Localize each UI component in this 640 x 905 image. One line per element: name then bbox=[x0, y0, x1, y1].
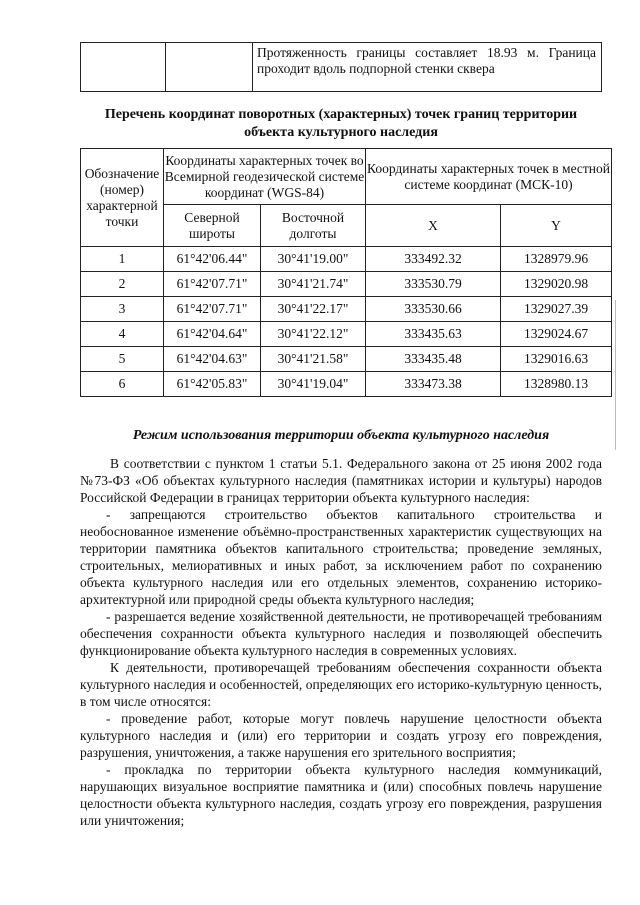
paragraph-permissions: - разрешается ведение хозяйственной деятельности, не противоречащей требованиям обеспечения сохранности объекта культурного наследия и позволяющей обеспечить функционирование объекта культурного наследия в современных условиях. bbox=[80, 609, 602, 658]
point-number: 2 bbox=[81, 272, 164, 297]
scan-edge-line bbox=[615, 300, 616, 450]
boundary-note: Протяженность границы составляет 18.93 м. Граница проходит вдоль подпорной стенки сквера bbox=[253, 43, 602, 92]
latitude-cell: 61°42'04.64" bbox=[164, 322, 261, 347]
x-cell: 333530.79 bbox=[366, 272, 501, 297]
point-number: 3 bbox=[81, 297, 164, 322]
header-y: Y bbox=[501, 205, 612, 247]
table-row bbox=[81, 372, 612, 397]
table-header-row bbox=[81, 149, 612, 205]
longitude-cell: 30°41'21.58" bbox=[261, 347, 366, 372]
latitude-cell: 61°42'07.71" bbox=[164, 297, 261, 322]
longitude-cell: 30°41'22.17" bbox=[261, 297, 366, 322]
coordinates-table bbox=[80, 148, 612, 397]
x-cell: 333435.48 bbox=[366, 347, 501, 372]
point-number: 5 bbox=[81, 347, 164, 372]
table-row bbox=[81, 322, 612, 347]
header-wgs84: Координаты характерных точек во Всемирной геодезической системе координат (WGS-84) bbox=[164, 149, 366, 205]
table-cell-empty bbox=[166, 43, 253, 92]
table-row bbox=[81, 272, 612, 297]
paragraph-prohibitions: - запрещаются строительство объектов капитального строительства и необоснованное изменение объёмно-пространственных характеристик существующих на территории памятника объектов капитального строительства; проведение земляных, строительных, мелиоративных и иных работ, за исключением работ по сохранению объекта культурного наследия или его отдельных элементов, сохранению историко-архитектурной или природной среды объекта культурного наследия; bbox=[80, 507, 602, 607]
longitude-cell: 30°41'22.12" bbox=[261, 322, 366, 347]
x-cell: 333473.38 bbox=[366, 372, 501, 397]
longitude-cell: 30°41'21.74" bbox=[261, 272, 366, 297]
paragraph-contrary-activities: К деятельности, противоречащей требованиям обеспечения сохранности объекта культурного наследия и особенностей, определяющих его историко-культурную ценность, в том числе относятся: bbox=[80, 660, 602, 709]
latitude-cell: 61°42'07.71" bbox=[164, 272, 261, 297]
y-cell: 1329016.63 bbox=[501, 347, 612, 372]
header-msk10: Координаты характерных точек в местной системе координат (МСК-10) bbox=[366, 149, 612, 205]
latitude-cell: 61°42'04.63" bbox=[164, 347, 261, 372]
longitude-cell: 30°41'19.00" bbox=[261, 247, 366, 272]
header-x: X bbox=[366, 205, 501, 247]
x-cell: 333435.63 bbox=[366, 322, 501, 347]
regime-heading: Режим использования территории объекта культурного наследия bbox=[132, 428, 550, 443]
y-cell: 1329020.98 bbox=[501, 272, 612, 297]
y-cell: 1329027.39 bbox=[501, 297, 612, 322]
y-cell: 1328980.13 bbox=[501, 372, 612, 397]
table-row bbox=[81, 43, 602, 92]
paragraph-intro: В соответствии с пунктом 1 статьи 5.1. Федерального закона от 25 июня 2002 года №73-ФЗ «Об объектах культурного наследия (памятниках истории и культуры) народов Российской Федерации в границах территории объекта культурного наследия: bbox=[80, 456, 602, 505]
table-row bbox=[81, 247, 612, 272]
table-row bbox=[81, 297, 612, 322]
table-row bbox=[81, 347, 612, 372]
paragraph-works: - проведение работ, которые могут повлечь нарушение целостности объекта культурного наследия и (или) его территории и создать угрозу его повреждения, разрушения, уничтожения, а также нарушения его зрительного восприятия; bbox=[80, 711, 602, 760]
latitude-cell: 61°42'06.44" bbox=[164, 247, 261, 272]
point-number: 6 bbox=[81, 372, 164, 397]
latitude-cell: 61°42'05.83" bbox=[164, 372, 261, 397]
x-cell: 333530.66 bbox=[366, 297, 501, 322]
y-cell: 1329024.67 bbox=[501, 322, 612, 347]
point-number: 4 bbox=[81, 322, 164, 347]
coordinates-heading: Перечень координат поворотных (характерных) точек границ территории объекта культурного наследия bbox=[104, 107, 578, 140]
table-cell-empty bbox=[81, 43, 166, 92]
header-latitude: Северной широты bbox=[164, 205, 261, 247]
regime-body bbox=[80, 455, 602, 829]
header-point-number: Обозначение (номер) характерной точки bbox=[81, 149, 164, 247]
header-longitude: Восточной долготы bbox=[261, 205, 366, 247]
paragraph-communications: - прокладка по территории объекта культурного наследия коммуникаций, нарушающих визуальное восприятие памятника и (или) способных повлечь нарушение целостности объекта культурного наследия, создать угрозу его повреждения, разрушения или уничтожения; bbox=[80, 762, 602, 828]
x-cell: 333492.32 bbox=[366, 247, 501, 272]
boundary-description-table bbox=[80, 42, 602, 92]
longitude-cell: 30°41'19.04" bbox=[261, 372, 366, 397]
y-cell: 1328979.96 bbox=[501, 247, 612, 272]
point-number: 1 bbox=[81, 247, 164, 272]
